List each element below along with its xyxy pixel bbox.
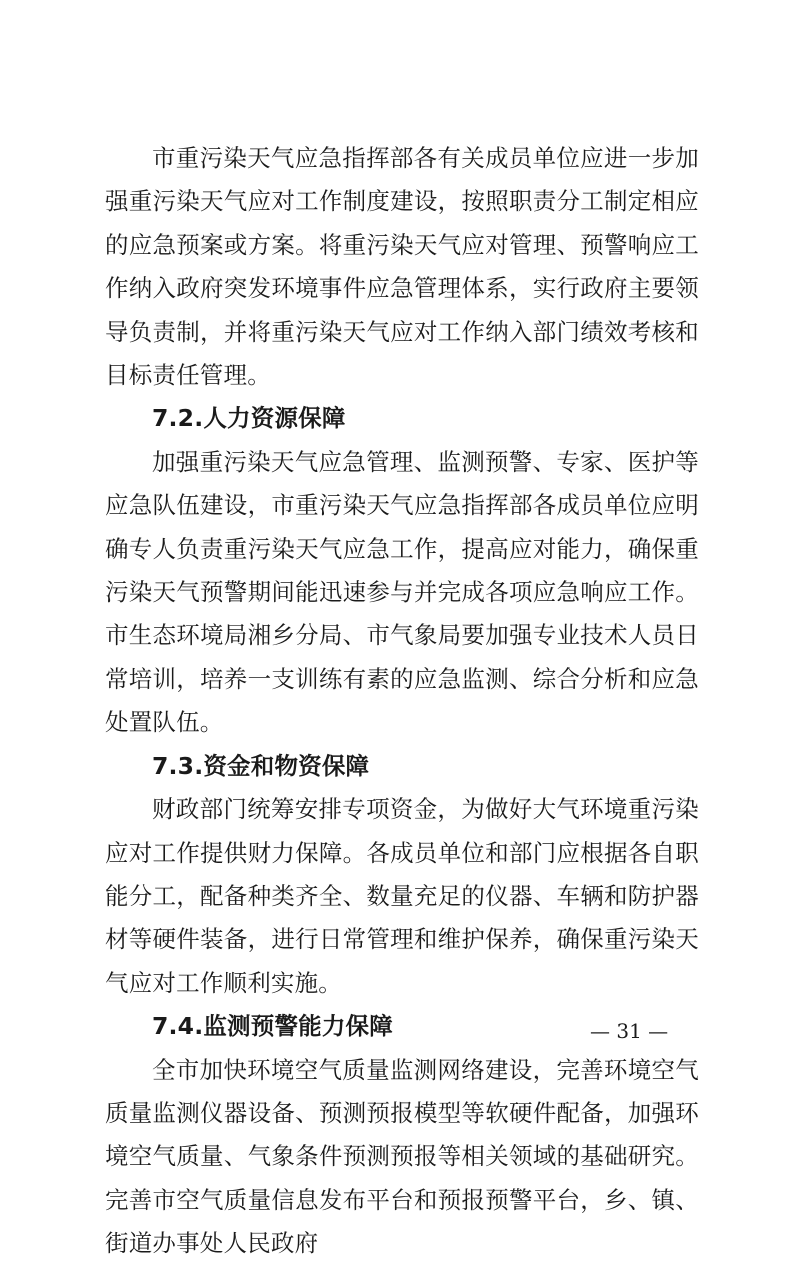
page-number: — 31 —	[590, 1019, 669, 1043]
section-heading-7-4: 7.4.监测预警能力保障	[152, 1012, 393, 1041]
document-body	[105, 137, 699, 1266]
section-heading-7-3: 7.3.资金和物资保障	[152, 751, 370, 780]
paragraph-emergency-system: 市重污染天气应急指挥部各有关成员单位应进一步加强重污染天气应对工作制度建设，按照职责分工制定相应的应急预案或方案。将重污染天气应对管理、预警响应工作纳入政府突发环境事件应急管理体系，实行政府主要领导负责制，并将重污染天气应对工作纳入部门绩效考核和目标责任管理。	[105, 144, 699, 390]
paragraph-monitoring: 全市加快环境空气质量监测网络建设，完善环境空气质量监测仪器设备、预测预报模型等软硬件配备，加强环境空气质量、气象条件预测预报等相关领域的基础研究。完善市空气质量信息发布平台和预报预警平台，乡、镇、街道办事处人民政府	[105, 1055, 699, 1258]
paragraph-funding: 财政部门统筹安排专项资金，为做好大气环境重污染应对工作提供财力保障。各成员单位和部门应根据各自职能分工，配备种类齐全、数量充足的仪器、车辆和防护器材等硬件装备，进行日常管理和维护保养，确保重污染天气应对工作顺利实施。	[105, 795, 699, 997]
section-heading-7-2: 7.2.人力资源保障	[152, 404, 346, 433]
paragraph-human-resources: 加强重污染天气应急管理、监测预警、专家、医护等应急队伍建设，市重污染天气应急指挥部各成员单位应明确专人负责重污染天气应急工作，提高应对能力，确保重污染天气预警期间能迅速参与并完成各项应急响应工作。市生态环境局湘乡分局、市气象局要加强专业技术人员日常培训，培养一支训练有素的应急监测、综合分析和应急处置队伍。	[105, 447, 699, 737]
